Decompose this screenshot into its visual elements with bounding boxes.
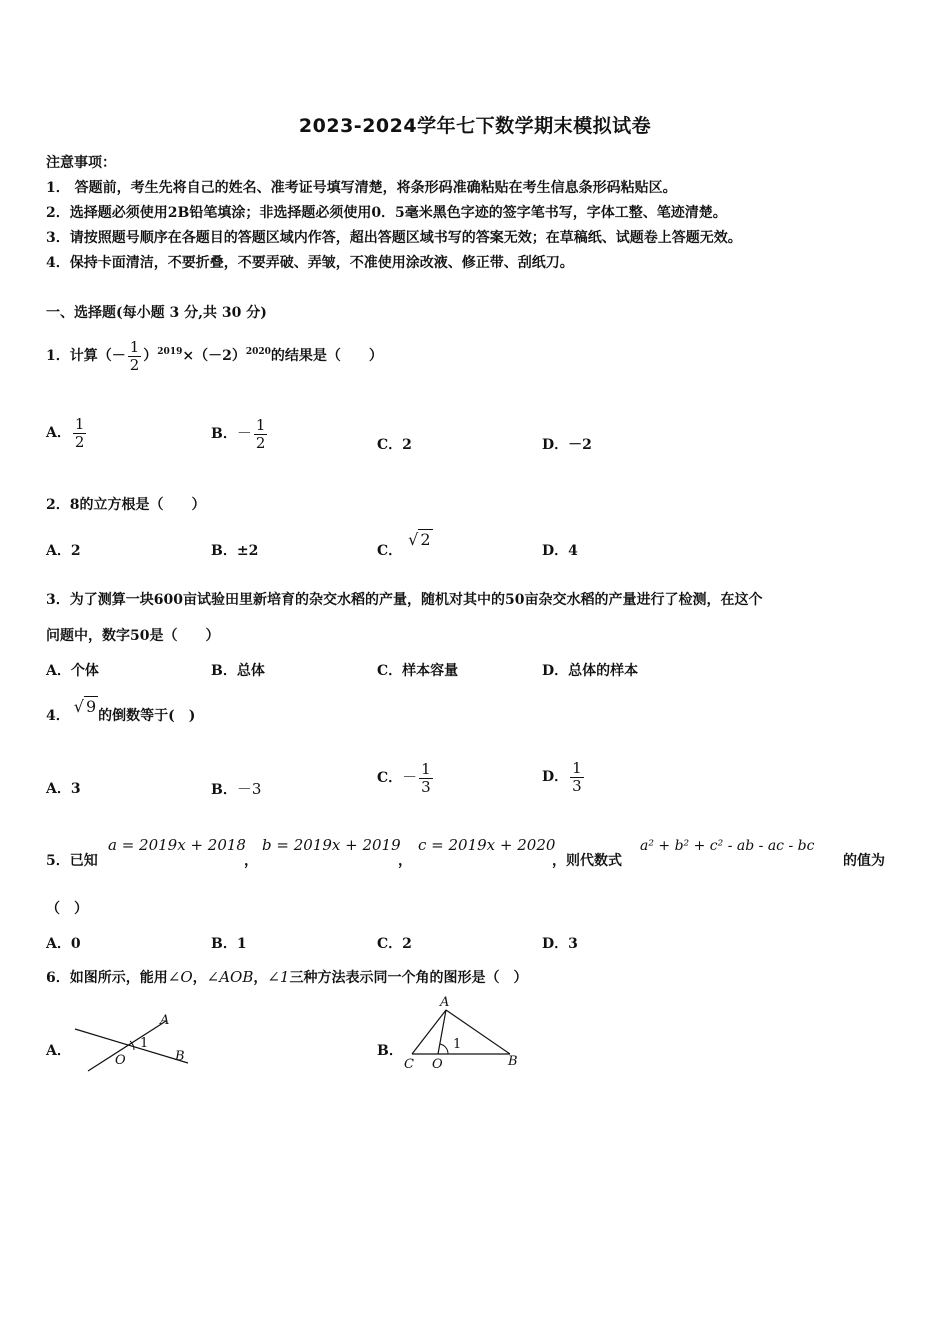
q4-option-b-label: B． <box>211 782 237 798</box>
q5-eq-a: a = 2019x + 2018 <box>108 836 246 854</box>
q4-option-c-num: 1 <box>421 759 431 778</box>
q1-option-b-den: 2 <box>255 433 266 452</box>
q1-fraction <box>128 339 142 374</box>
q2-option-b[interactable] <box>211 540 258 560</box>
q1-option-a-fraction <box>73 416 87 451</box>
q2-option-c-radicand: 2 <box>420 530 431 549</box>
q4-option-a-label: A． <box>46 781 71 797</box>
q5-option-c-text: 2 <box>402 936 412 952</box>
q2-option-a-label: A． <box>46 543 71 559</box>
q5-option-c-label: C． <box>377 936 403 952</box>
q6-option-b-figure[interactable] <box>398 993 528 1075</box>
q3-option-b[interactable] <box>211 660 265 680</box>
q5-option-d-text: 3 <box>568 936 578 952</box>
notice-heading: 注意事项： <box>46 155 116 171</box>
q4-option-c-fraction <box>419 761 433 796</box>
q1-exp2: 2020 <box>245 347 271 357</box>
q6-b-angle-arc <box>440 1044 448 1054</box>
q6-option-a-figure[interactable] <box>70 1005 200 1080</box>
question-4 <box>46 697 196 725</box>
q5-option-a-label: A． <box>46 936 71 952</box>
page-title: 2023-2024学年七下数学期末模拟试卷 <box>298 115 652 137</box>
q1-option-a[interactable] <box>46 415 88 451</box>
q4-option-d-label: D． <box>542 769 569 785</box>
q5-expression: a² + b² + c² - ab - ac - bc <box>640 838 815 854</box>
q2-option-b-label: B． <box>211 543 237 559</box>
q2-prefix: 2． <box>46 497 70 513</box>
q2-option-b-text: ±2 <box>236 543 259 559</box>
q5-eq-c: c = 2019x + 2020 <box>418 836 556 854</box>
q4-option-d[interactable] <box>542 759 586 795</box>
q4-option-b-text: －3 <box>236 780 262 798</box>
q4-option-a-text: 3 <box>70 781 81 797</box>
q6-a-line-ob <box>75 1029 188 1063</box>
q6-sep-2: ， <box>253 970 268 986</box>
q2-number: 8 <box>69 497 80 513</box>
q1-option-a-label: A． <box>46 425 71 441</box>
q4-radicand: 9 <box>85 697 97 716</box>
q5-option-c[interactable] <box>377 933 412 953</box>
q6-b-label-a: A <box>440 995 450 1010</box>
q6-a-label-1: 1 <box>140 1036 149 1051</box>
q6-b-side-ca <box>412 1010 446 1054</box>
question-1 <box>46 334 383 374</box>
q1-option-b-fraction <box>254 417 268 452</box>
q1-exp1: 2019 <box>157 347 183 357</box>
q4-sqrt: √ 9 <box>73 697 97 716</box>
q5-option-d-label: D． <box>542 936 569 952</box>
q1-option-d-label: D． <box>542 437 569 453</box>
q2-option-d-label: D． <box>542 543 569 559</box>
q1-option-c-label: C． <box>377 437 403 453</box>
q5-suffix: 的值为 <box>843 853 885 869</box>
q1-option-b-label: B． <box>211 426 237 442</box>
q3-option-a-label: A． <box>46 663 71 679</box>
q3-option-c-label: C． <box>377 663 403 679</box>
q1-fraction-num: 1 <box>129 337 140 356</box>
q5-option-b-label: B． <box>211 936 237 952</box>
q5-option-b-text: 1 <box>236 936 247 952</box>
q5-option-b[interactable] <box>211 933 247 953</box>
question-2 <box>46 494 206 514</box>
q4-suffix: 的倒数等于( ) <box>98 708 196 724</box>
q6-b-segment-ao <box>438 1010 446 1054</box>
q4-option-c-den: 3 <box>421 777 431 796</box>
q1-close: ） <box>143 348 158 364</box>
q4-option-c[interactable] <box>377 759 435 796</box>
q3-option-b-text: 总体 <box>236 663 265 679</box>
q6-b-label-c: C <box>404 1057 414 1072</box>
section-heading: 一、选择题(每小题 3 分,共 30 分) <box>46 305 267 321</box>
q5-option-d[interactable] <box>542 933 578 953</box>
q6-angle-1: ∠1 <box>267 968 290 986</box>
q5-option-a-text: 0 <box>70 936 81 952</box>
q6-option-a-label[interactable]: A． <box>46 1043 71 1059</box>
q4-option-a[interactable] <box>46 778 81 798</box>
q1-option-b-num: 1 <box>255 415 266 434</box>
q5-sep-1: ， <box>244 853 258 869</box>
q3-option-b-label: B． <box>211 663 237 679</box>
q3-line-2: 问题中，数字50是（ ） <box>46 628 220 644</box>
q1-option-c-text: 2 <box>402 437 412 453</box>
q4-option-d-num: 1 <box>572 758 582 777</box>
q2-option-c-sqrt: √ 2 <box>408 530 431 549</box>
q6-prefix: 6．如图所示，能用 <box>46 970 168 986</box>
q3-option-c[interactable] <box>377 660 458 680</box>
q1-option-a-den: 2 <box>74 432 85 451</box>
q5-option-a[interactable] <box>46 933 81 953</box>
q2-option-c[interactable] <box>377 530 433 560</box>
q5-prefix: 5．已知 <box>46 853 98 869</box>
q3-option-d-label: D． <box>542 663 569 679</box>
q6-b-label-1: 1 <box>453 1037 462 1052</box>
q5-mid: ，则代数式 <box>552 853 622 869</box>
q4-prefix: 4． <box>46 708 70 724</box>
q1-suffix: 的结果是（ ） <box>270 348 383 364</box>
q3-option-a[interactable] <box>46 660 99 680</box>
q5-paren: （ ） <box>46 901 88 917</box>
q3-option-c-text: 样本容量 <box>402 663 459 679</box>
q1-mid: ×（－2） <box>182 348 246 364</box>
notice-item-1: 1． 答题前，考生先将自己的姓名、准考证号填写清楚，将条形码准确粘贴在考生信息条形码粘贴区。 <box>46 180 677 196</box>
q4-option-d-fraction <box>570 760 584 795</box>
q3-option-d[interactable] <box>542 660 638 680</box>
notice-item-2: 2．选择题必须使用2B铅笔填涂；非选择题必须使用0．5毫米黑色字迹的签字笔书写，字体工整、笔迹清楚。 <box>46 205 727 221</box>
q2-option-c-label: C． <box>377 543 403 559</box>
q3-option-a-text: 个体 <box>70 663 99 679</box>
q1-option-b-sign: － <box>236 424 252 442</box>
q6-b-label-b: B <box>508 1054 518 1069</box>
q6-angle-o: ∠O <box>167 968 193 986</box>
q6-a-line-oa <box>88 1021 166 1071</box>
q6-angle-aob: ∠AOB <box>206 968 254 986</box>
q1-fraction-den: 2 <box>129 355 140 374</box>
q2-suffix: 的立方根是（ ） <box>79 497 206 513</box>
q2-option-d[interactable] <box>542 540 578 560</box>
notice-item-4: 4．保持卡面清洁，不要折叠，不要弄破、弄皱，不准使用涂改液、修正带、刮纸刀。 <box>46 255 574 271</box>
q1-option-d-text: －2 <box>568 437 592 453</box>
question-6 <box>46 967 527 987</box>
q6-a-label-a: A <box>160 1013 170 1028</box>
q6-b-label-o: O <box>432 1057 443 1072</box>
q3-option-d-text: 总体的样本 <box>568 663 639 679</box>
q5-eq-b: b = 2019x + 2019 <box>262 836 401 854</box>
q4-option-d-den: 3 <box>572 776 582 795</box>
q4-option-b[interactable] <box>211 778 261 799</box>
q4-option-c-sign: － <box>402 768 418 786</box>
q6-suffix: 三种方法表示同一个角的图形是（ ） <box>289 970 528 986</box>
q3-line-1: 3．为了测算一块600亩试验田里新培育的杂交水稻的产量，随机对其中的50亩杂交水稻的产量进行了检测，在这个 <box>46 592 763 608</box>
q2-option-a-text: 2 <box>70 543 81 559</box>
q5-sep-2: ， <box>398 853 412 869</box>
q1-option-a-num: 1 <box>74 414 85 433</box>
q4-option-c-label: C． <box>377 770 403 786</box>
q2-option-a[interactable] <box>46 540 81 560</box>
q6-a-label-o: O <box>115 1053 126 1068</box>
q1-option-c[interactable] <box>377 434 412 454</box>
q6-sep-1: ， <box>192 970 207 986</box>
q1-option-b[interactable] <box>211 415 269 452</box>
q1-option-d[interactable] <box>542 434 592 454</box>
q2-option-d-text: 4 <box>568 543 578 559</box>
q6-a-label-b: B <box>175 1049 185 1064</box>
q1-prefix: 1．计算（－ <box>46 348 126 364</box>
q6-option-b-label[interactable]: B． <box>377 1043 403 1059</box>
notice-item-3: 3．请按照题号顺序在各题目的答题区域内作答，超出答题区域书写的答案无效；在草稿纸、试题卷上答题无效。 <box>46 230 742 246</box>
